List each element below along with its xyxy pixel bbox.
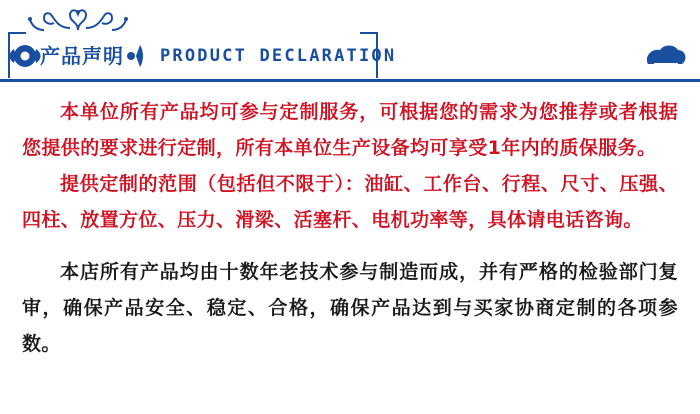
declaration-paragraph-3: 本店所有产品均由十数年老技术参与制造而成，并有严格的检验部门复审，确保产品安全、稳定、合格，确保产品达到与买家协商定制的各项参数。 (22, 261, 678, 355)
ribbon-tail-icon (126, 41, 144, 71)
paragraph-spacer (22, 238, 678, 254)
title-plate (8, 36, 396, 76)
ribbon-badge-icon (8, 39, 42, 73)
page-title-cn: 产品声明 (40, 44, 124, 68)
declaration-paragraph-2: 提供定制的范围（包括但不限于）：油缸、工作台、行程、尺寸、压强、四柱、放置方位、压力、滑梁、活塞杆、电机功率等，具体请电话咨询。 (22, 173, 678, 231)
page-header (0, 0, 700, 82)
cloud-ornament-icon (644, 44, 688, 70)
page-title-en: PRODUCT DECLARATION (160, 46, 397, 66)
frame-top-line (8, 32, 26, 34)
declaration-paragraph-1: 本单位所有产品均可参与定制服务，可根据您的需求为您推荐或者根据您提供的要求进行定制，所有本单位生产设备均可享受1年内的质保服务。 (22, 101, 678, 159)
flourish-ornament-icon (18, 4, 138, 34)
declaration-body (0, 82, 700, 414)
